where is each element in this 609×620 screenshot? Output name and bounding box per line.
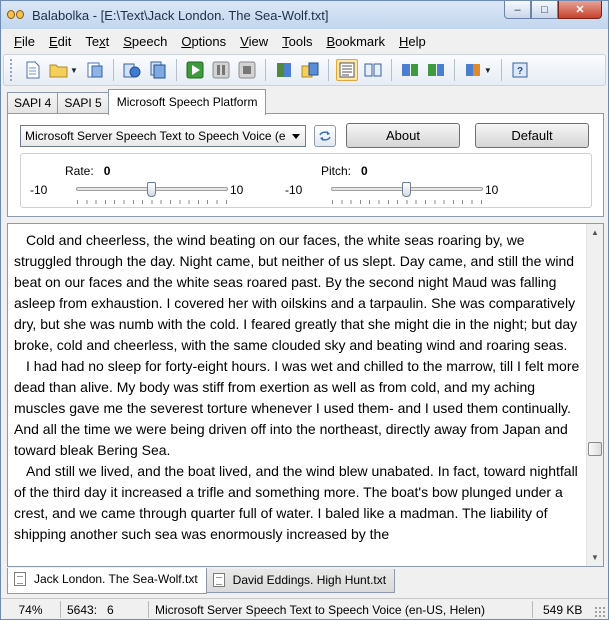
title-bar[interactable] [1, 1, 608, 29]
menu-options[interactable]: Options [181, 33, 227, 49]
voice-dropdown-icon[interactable]: ▼ [483, 65, 492, 75]
doc-tab-label: Jack London. The Sea-Wolf.txt [34, 572, 198, 586]
menu-edit[interactable]: Edit [48, 33, 72, 49]
close-button[interactable]: ✕ [558, 1, 602, 19]
menu-help[interactable]: Help [399, 33, 426, 49]
pitch-min: -10 [285, 183, 303, 197]
toolbar-grip[interactable] [10, 59, 14, 81]
chevron-down-icon [292, 134, 300, 139]
open-dropdown-icon[interactable]: ▼ [70, 65, 78, 75]
voice-settings-panel [7, 113, 604, 217]
rate-pitch-group [20, 153, 592, 208]
play-icon[interactable] [184, 59, 206, 81]
scroll-up-icon[interactable]: ▲ [591, 228, 599, 237]
rate-min: -10 [30, 183, 48, 197]
minimize-button[interactable]: – [504, 1, 531, 19]
status-bar [1, 598, 608, 619]
help-mark: ? [516, 66, 523, 77]
refresh-voices-button[interactable] [314, 125, 336, 147]
stop-icon[interactable] [236, 59, 258, 81]
rate-value: 0 [103, 164, 111, 178]
toolbar [3, 54, 606, 86]
status-file-size: 549 KB [543, 602, 583, 617]
scrollbar-thumb[interactable] [588, 442, 602, 456]
tab-speech-platform[interactable]: Microsoft Speech Platform [108, 89, 267, 115]
help-icon[interactable] [509, 59, 531, 81]
text-editor[interactable] [7, 223, 604, 567]
menu-bookmark[interactable]: Bookmark [326, 33, 385, 49]
about-button[interactable]: About [346, 123, 460, 148]
doc-tab-sea-wolf[interactable] [7, 568, 207, 594]
rate-max: 10 [230, 183, 244, 197]
menu-tools[interactable]: Tools [282, 33, 313, 49]
default-button[interactable]: Default [475, 123, 589, 148]
window-title: Balabolka - [E:\Text\Jack London. The Sea-Wolf.txt] [32, 7, 329, 23]
book-view-icon[interactable] [362, 59, 384, 81]
pitch-max: 10 [485, 183, 499, 197]
rate-label: Rate: 0 [65, 164, 111, 178]
app-logo-icon [7, 8, 25, 22]
join-files-icon[interactable] [425, 59, 447, 81]
status-zoom: 74% [1, 601, 61, 618]
read-clipboard-icon[interactable] [273, 59, 295, 81]
document-icon [213, 573, 225, 587]
save-file-icon[interactable] [84, 59, 106, 81]
paragraph: I had had no sleep for forty-eight hours. I was wet and chilled to the marrow, till I felt more dead than alive. My body was stiff from exertion as well as from cold, and my aching muscles gave me the severest torture whenever I used them- and I used them continually. And all the time we were being driven off into the northeast, directly away from Japan and toward bleak Bering Sea. [14, 358, 580, 458]
rate-slider-ticks [77, 200, 227, 204]
tab-sapi4[interactable]: SAPI 4 [7, 92, 58, 114]
new-file-icon[interactable] [22, 59, 44, 81]
menu-bar [1, 31, 608, 51]
menu-speech[interactable]: Speech [123, 33, 168, 49]
doc-tab-high-hunt[interactable] [206, 569, 395, 593]
document-tab-strip [7, 569, 604, 595]
open-folder-icon[interactable] [48, 59, 70, 81]
menu-file[interactable]: File [14, 33, 35, 49]
menu-view[interactable]: View [240, 33, 269, 49]
pause-icon[interactable] [210, 59, 232, 81]
doc-tab-label: David Eddings. High Hunt.txt [232, 573, 387, 587]
text-view-icon[interactable] [336, 59, 358, 81]
document-icon [14, 572, 26, 586]
paragraph: And still we lived, and the boat lived, and the wind blew unabated. In fact, toward nightfall of the third day it increased a trifle and something more. The boat's bow plunged under a crest, and we came through quarter full of water. I baled like a madman. The liability of shipping another such sea was enormously increased by the [14, 463, 578, 542]
pitch-value: 0 [361, 164, 368, 178]
refresh-icon [318, 130, 332, 142]
convert-batch-icon[interactable] [147, 59, 169, 81]
split-file-icon[interactable] [399, 59, 421, 81]
voice-select-value: Microsoft Server Speech Text to Speech Voice (e [25, 129, 286, 143]
tab-sapi5[interactable]: SAPI 5 [57, 92, 108, 114]
resize-grip[interactable] [594, 606, 606, 618]
paragraph: Cold and cheerless, the wind beating on our faces, the white seas roaring by, we struggled through the day. Night came, but neither of us slept. Day came, and still the wind beat on our faces and the white seas roared past. By the second night Maud was falling asleep from exhaustion. I covered her with oilskins and a tarpaulin. She was comparatively dry, but she was numb with the cold. I feared greatly that she might die in the night; but day broke, cold and cheerless, with the same clouded sky and beating wind and roaring seas. [14, 232, 578, 353]
sapi-tab-strip [7, 90, 265, 114]
editor-content[interactable] [14, 230, 584, 545]
vertical-scrollbar[interactable] [586, 224, 603, 566]
pitch-slider-thumb[interactable] [402, 182, 411, 197]
voice-select[interactable] [20, 125, 306, 147]
maximize-button[interactable]: □ [531, 1, 558, 19]
voice-icon[interactable] [462, 59, 484, 81]
convert-audio-icon[interactable] [121, 59, 143, 81]
pitch-slider-ticks [332, 200, 482, 204]
pitch-label: Pitch: 0 [321, 164, 368, 178]
rate-slider-thumb[interactable] [147, 182, 156, 197]
scroll-down-icon[interactable]: ▼ [591, 553, 599, 562]
status-position: 5643: 6 [61, 601, 149, 618]
status-voice: Microsoft Server Speech Text to Speech Voice (en-US, Helen) [149, 601, 533, 618]
read-file-icon[interactable] [299, 59, 321, 81]
menu-text[interactable]: Text [85, 33, 110, 49]
